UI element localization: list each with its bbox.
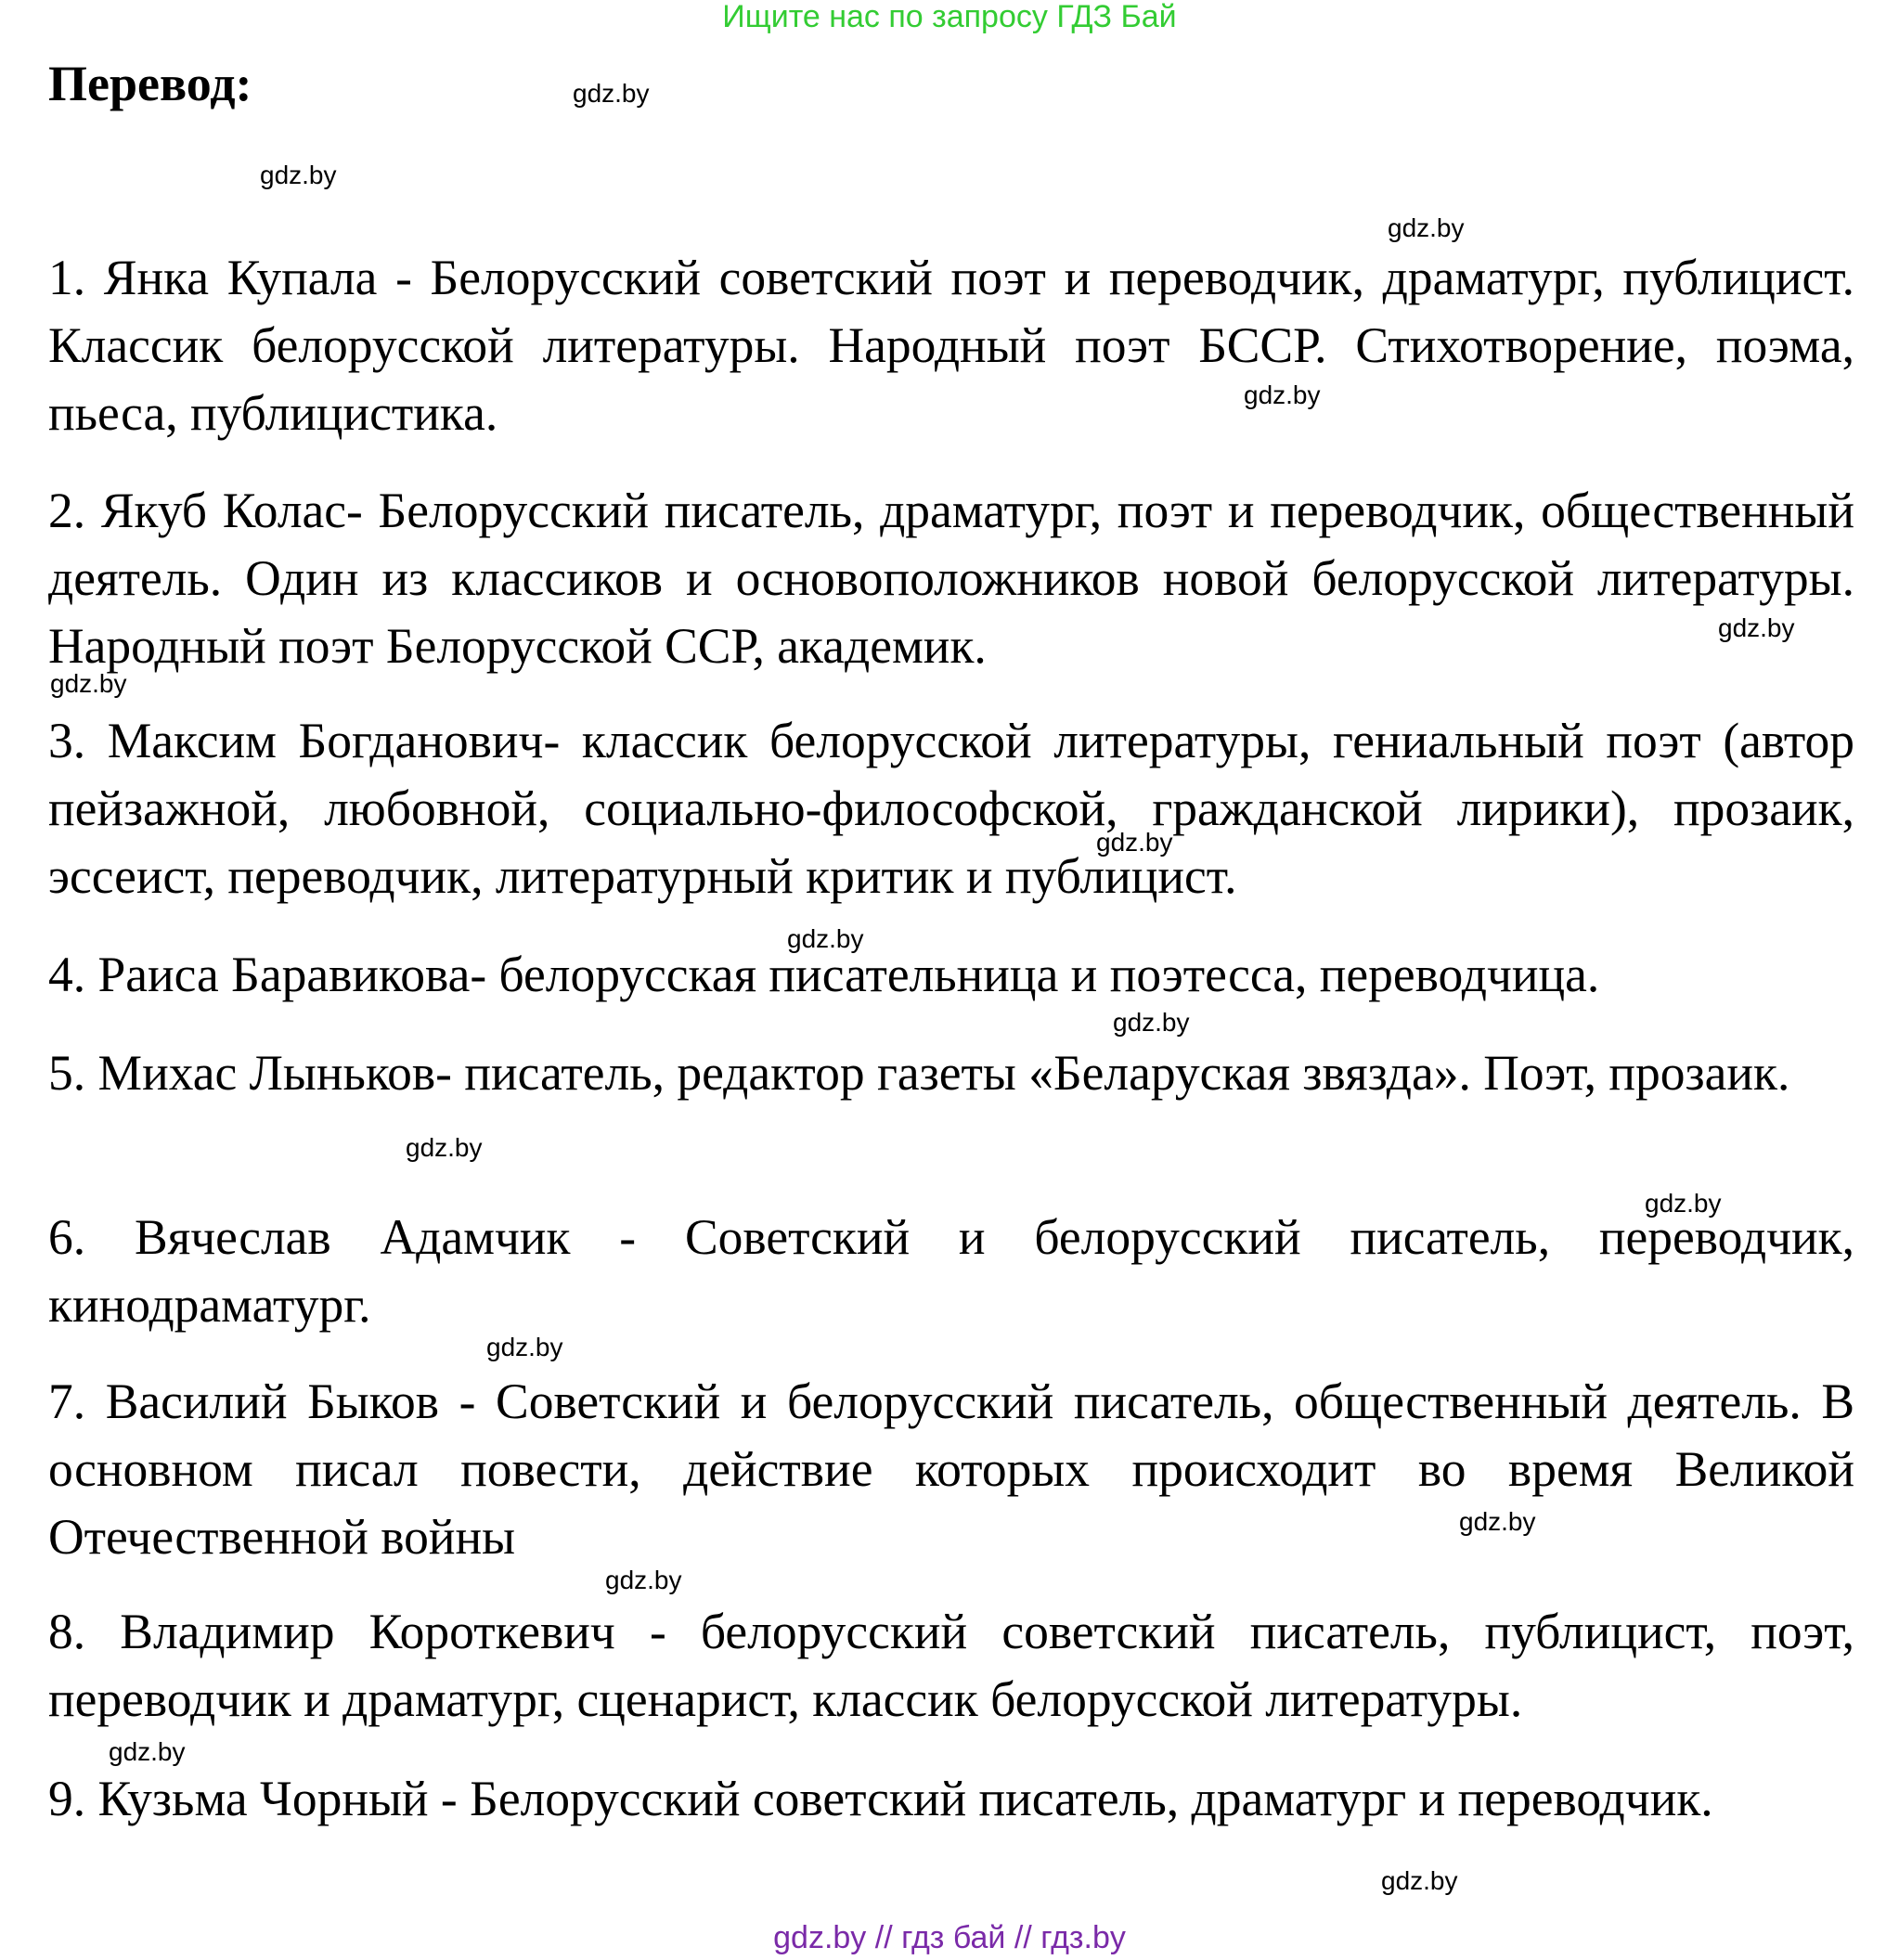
watermark: gdz.by	[1381, 1866, 1458, 1895]
watermark: gdz.by	[1096, 828, 1173, 857]
list-item: 4. Раиса Баравикова- белорусская писательница и поэтесса, переводчица.	[48, 947, 1600, 1002]
list-item: 6. Вячеслав Адамчик - Советский и белорусский писатель, переводчик, кинодраматург.	[48, 1209, 1854, 1333]
watermark: gdz.by	[787, 924, 864, 953]
page-title: Перевод:	[48, 56, 252, 111]
watermark: gdz.by	[486, 1333, 563, 1361]
list-item: 8. Владимир Короткевич - белорусский советский писатель, публицист, поэт, переводчик и драматург, сценарист, классик белорусской литературы.	[48, 1604, 1854, 1727]
watermark: gdz.by	[1645, 1189, 1722, 1218]
watermark: gdz.by	[1718, 613, 1795, 642]
watermark: gdz.by	[605, 1566, 682, 1594]
watermark: gdz.by	[573, 79, 650, 108]
list-item: 1. Янка Купала - Белорусский советский поэт и переводчик, драматург, публицист. Классик белорусской литературы. Народный поэт БССР. Стихотворение, поэма, пьеса, публицистика.	[48, 250, 1854, 441]
watermark: gdz.by	[50, 669, 127, 698]
watermark: gdz.by	[1388, 213, 1465, 242]
top-banner: Ищите нас по запросу ГДЗ Бай	[722, 0, 1177, 34]
watermark: gdz.by	[260, 161, 337, 189]
watermark: gdz.by	[1459, 1507, 1536, 1536]
list-item: 7. Василий Быков - Советский и белорусский писатель, общественный деятель. В основном писал повести, действие которых происходит во время Великой Отечественной войны	[48, 1373, 1854, 1565]
list-item: 3. Максим Богданович- классик белорусской литературы, гениальный поэт (автор пейзажной, любовной, социально-философской, гражданской лирики), прозаик, эссеист, переводчик, литературный критик и публицист.	[48, 713, 1854, 904]
list-item: 5. Михас Лыньков- писатель, редактор газеты «Беларуская звязда». Поэт, прозаик.	[48, 1045, 1790, 1101]
watermark: gdz.by	[109, 1737, 186, 1766]
footer-links: gdz.by // гдз бай // гдз.by	[773, 1920, 1126, 1955]
watermark: gdz.by	[1244, 380, 1321, 409]
watermark: gdz.by	[406, 1133, 483, 1162]
watermark: gdz.by	[1113, 1008, 1190, 1037]
list-item: 9. Кузьма Чорный - Белорусский советский писатель, драматург и переводчик.	[48, 1771, 1713, 1826]
list-item: 2. Якуб Колас- Белорусский писатель, драматург, поэт и переводчик, общественный деятель. Один из классиков и основоположников новой белорусской литературы. Народный поэт Белорусской ССР, академик.	[48, 483, 1854, 674]
